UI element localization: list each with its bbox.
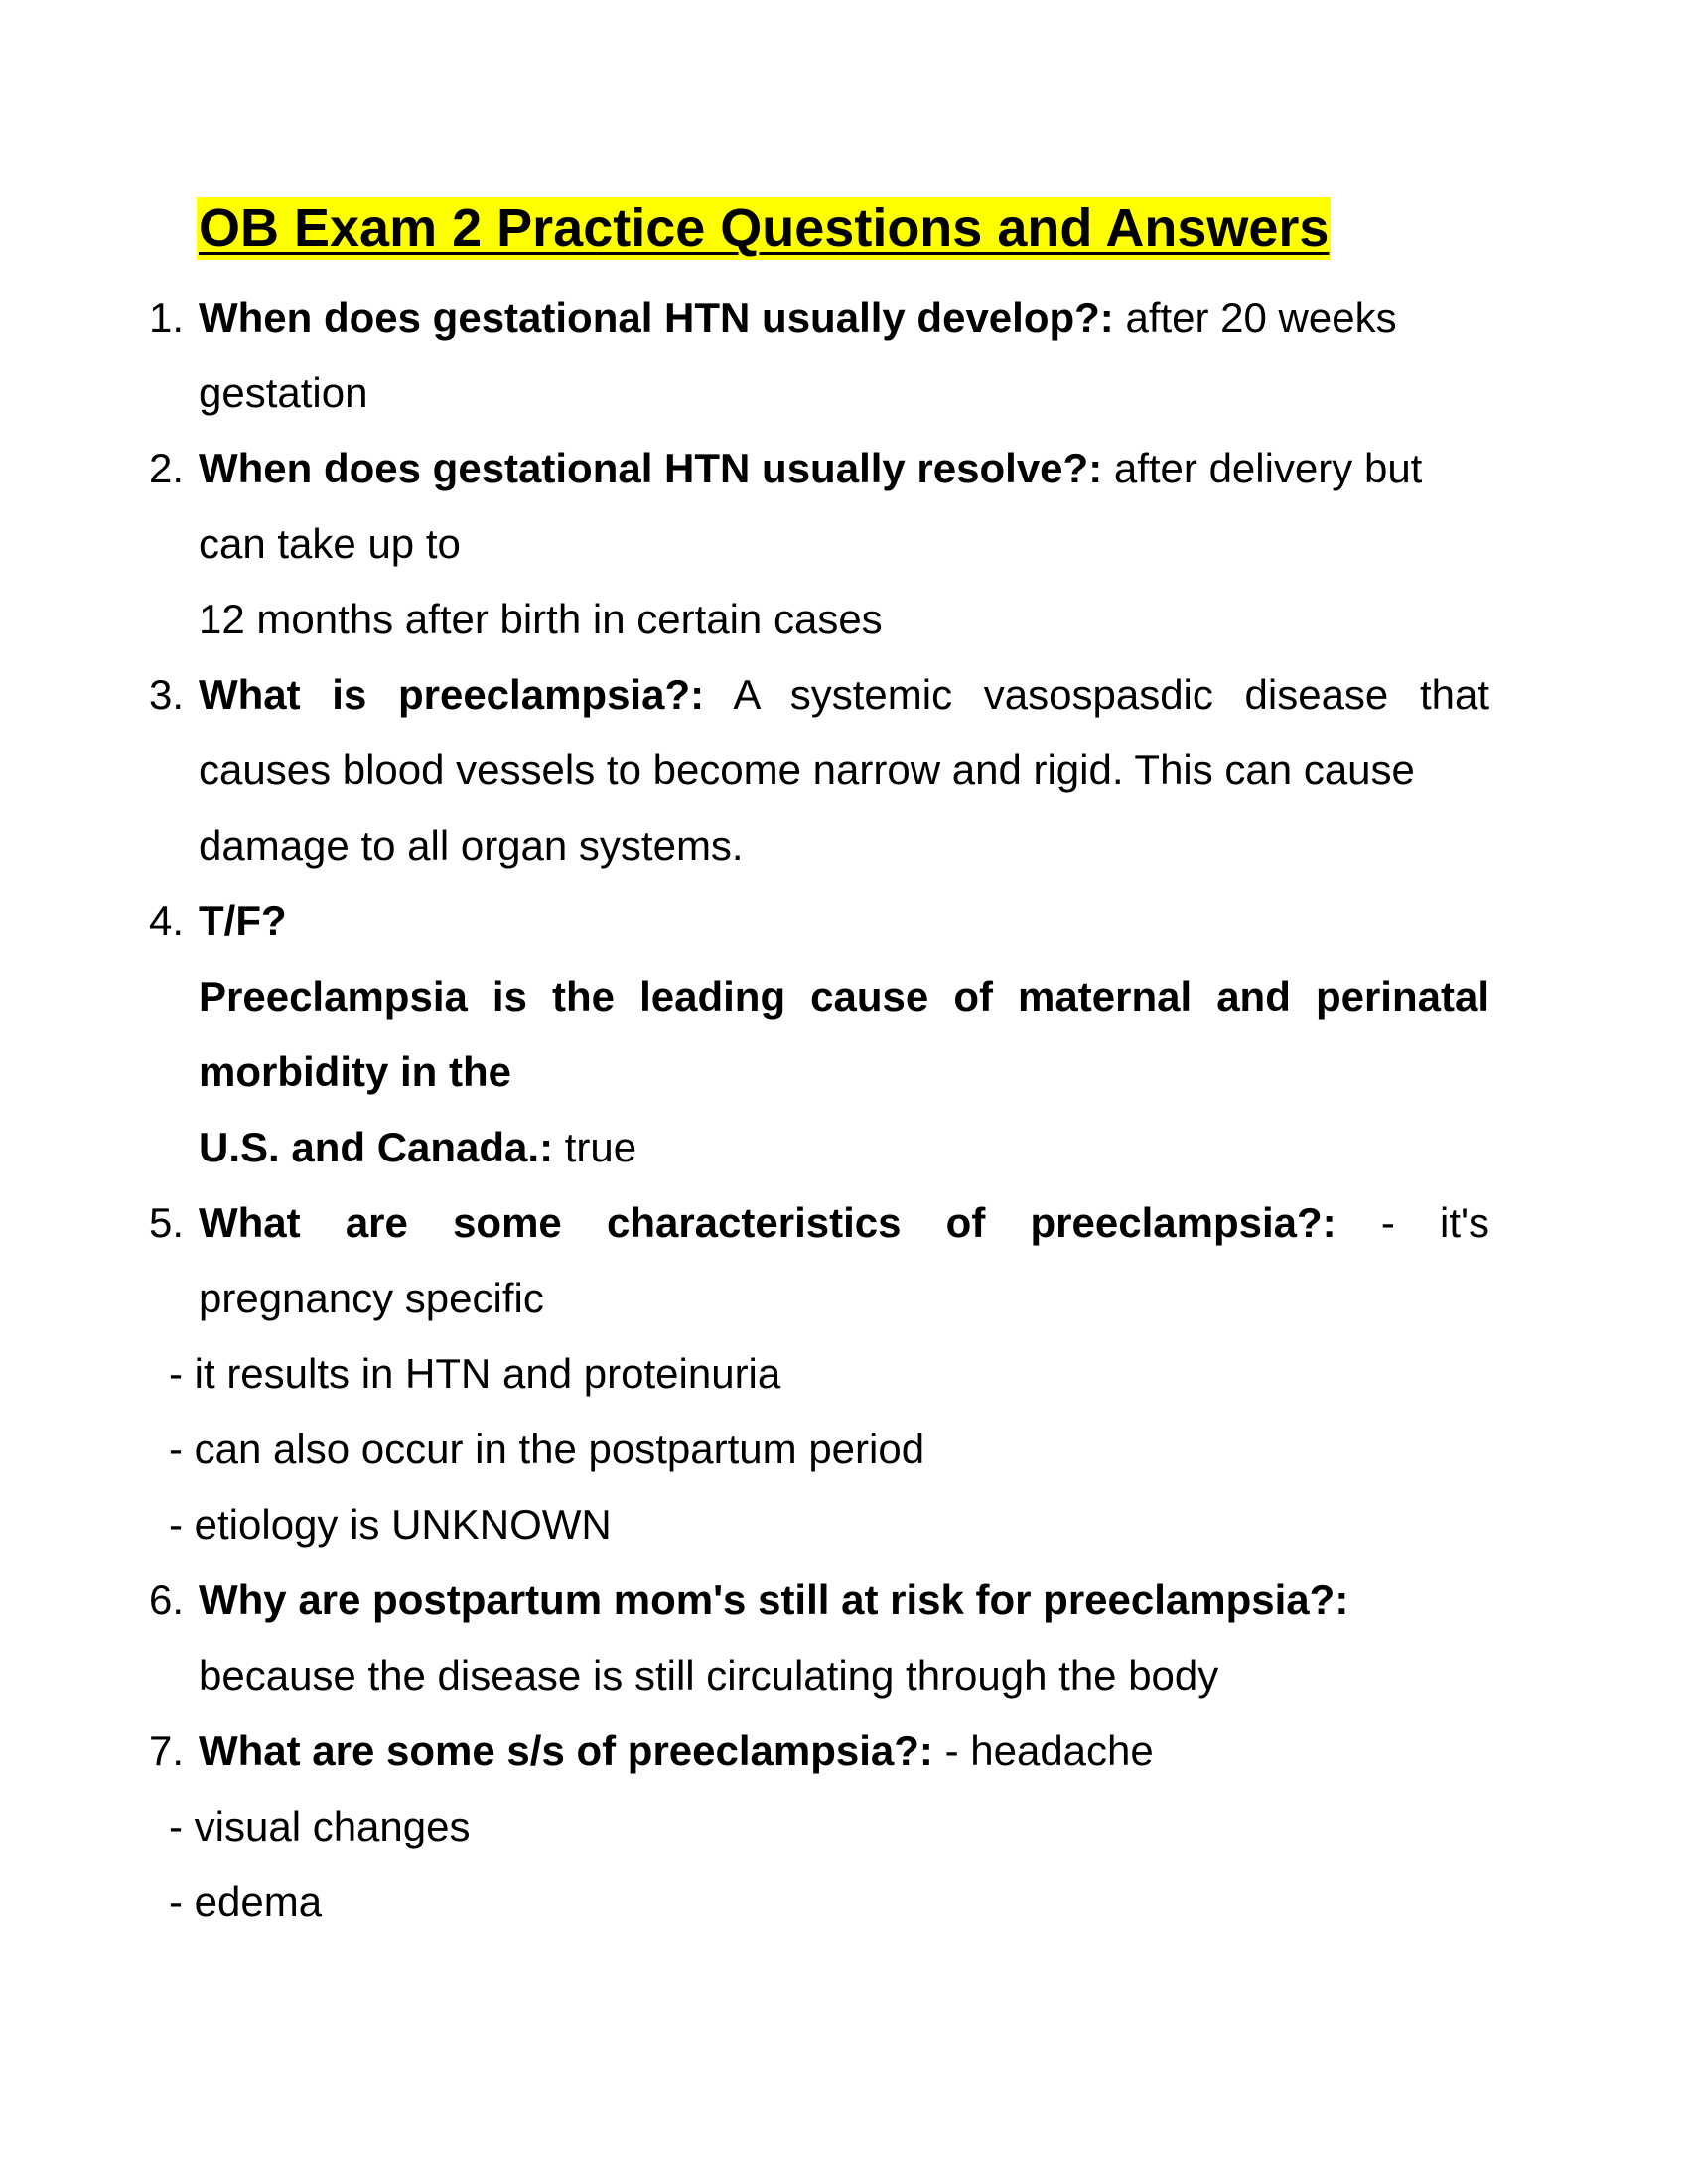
item-5-answer-part-1: - it's — [1336, 1199, 1490, 1246]
item-2-answer-part-3: 12 months after birth in certain cases — [199, 596, 883, 642]
item-6-question: Why are postpartum mom's still at risk for preeclampsia?: — [199, 1576, 1349, 1623]
item-3-question: What is preeclampsia?: — [199, 671, 705, 718]
item-1-question: When does gestational HTN usually develop?: — [199, 294, 1114, 341]
item-7-question: What are some s/s of preeclampsia?: — [199, 1727, 933, 1774]
item-4-question-line-4 — [199, 1110, 1489, 1185]
item-1-number: 1. — [149, 294, 185, 341]
item-2-question-line — [199, 431, 1489, 506]
item-4-question-part-1: T/F? — [199, 897, 287, 944]
item-7-number: 7. — [149, 1727, 185, 1774]
item-6-question-line — [199, 1563, 1489, 1638]
item-3-answer-part-2: causes blood vessels to become narrow and rigid. This can cause — [199, 747, 1415, 793]
item-3-answer-part-3: damage to all organ systems. — [199, 822, 744, 869]
item-1-answer-part-1: after 20 weeks — [1113, 294, 1397, 341]
item-5-bullet-3: - etiology is UNKNOWN — [169, 1501, 612, 1548]
item-4-question-part-3: morbidity in the — [199, 1048, 511, 1095]
item-5-bullet-1: - it results in HTN and proteinuria — [169, 1350, 781, 1397]
item-5-bullet-2: - can also occur in the postpartum period — [169, 1426, 925, 1472]
item-2-question: When does gestational HTN usually resolve?: — [199, 445, 1103, 491]
item-7-bullet-1: - visual changes — [169, 1803, 471, 1849]
item-5-question-line — [199, 1185, 1489, 1261]
item-4-answer: true — [553, 1124, 637, 1170]
document-title: OB Exam 2 Practice Questions and Answers — [199, 199, 1330, 258]
item-2-answer-part-2: can take up to — [199, 520, 461, 567]
item-3-number: 3. — [149, 671, 185, 718]
item-3-answer-part-1: A systemic vasospasdic disease that — [704, 671, 1489, 718]
item-1-question-line — [199, 280, 1489, 355]
item-7-bullet-2: - edema — [169, 1878, 323, 1925]
item-5-question: What are some characteristics of preeclampsia?: — [199, 1199, 1336, 1246]
item-4-question-part-4: U.S. and Canada.: — [199, 1124, 554, 1170]
item-3-question-line — [199, 657, 1489, 733]
item-1-answer-part-2: gestation — [199, 369, 368, 416]
item-2-number: 2. — [149, 445, 185, 491]
item-7-question-line — [199, 1713, 1489, 1789]
item-2-answer-part-1: after delivery but — [1102, 445, 1423, 491]
item-5-answer-part-2: pregnancy specific — [199, 1275, 544, 1321]
item-6-number: 6. — [149, 1576, 185, 1623]
item-5-number: 5. — [149, 1199, 185, 1246]
item-7-answer-part-1: - headache — [932, 1727, 1154, 1774]
item-4-number: 4. — [149, 897, 185, 944]
item-4-question-part-2: Preeclampsia is the leading cause of maternal and perinatal — [199, 973, 1489, 1020]
item-6-answer: because the disease is still circulating through the body — [199, 1652, 1219, 1699]
